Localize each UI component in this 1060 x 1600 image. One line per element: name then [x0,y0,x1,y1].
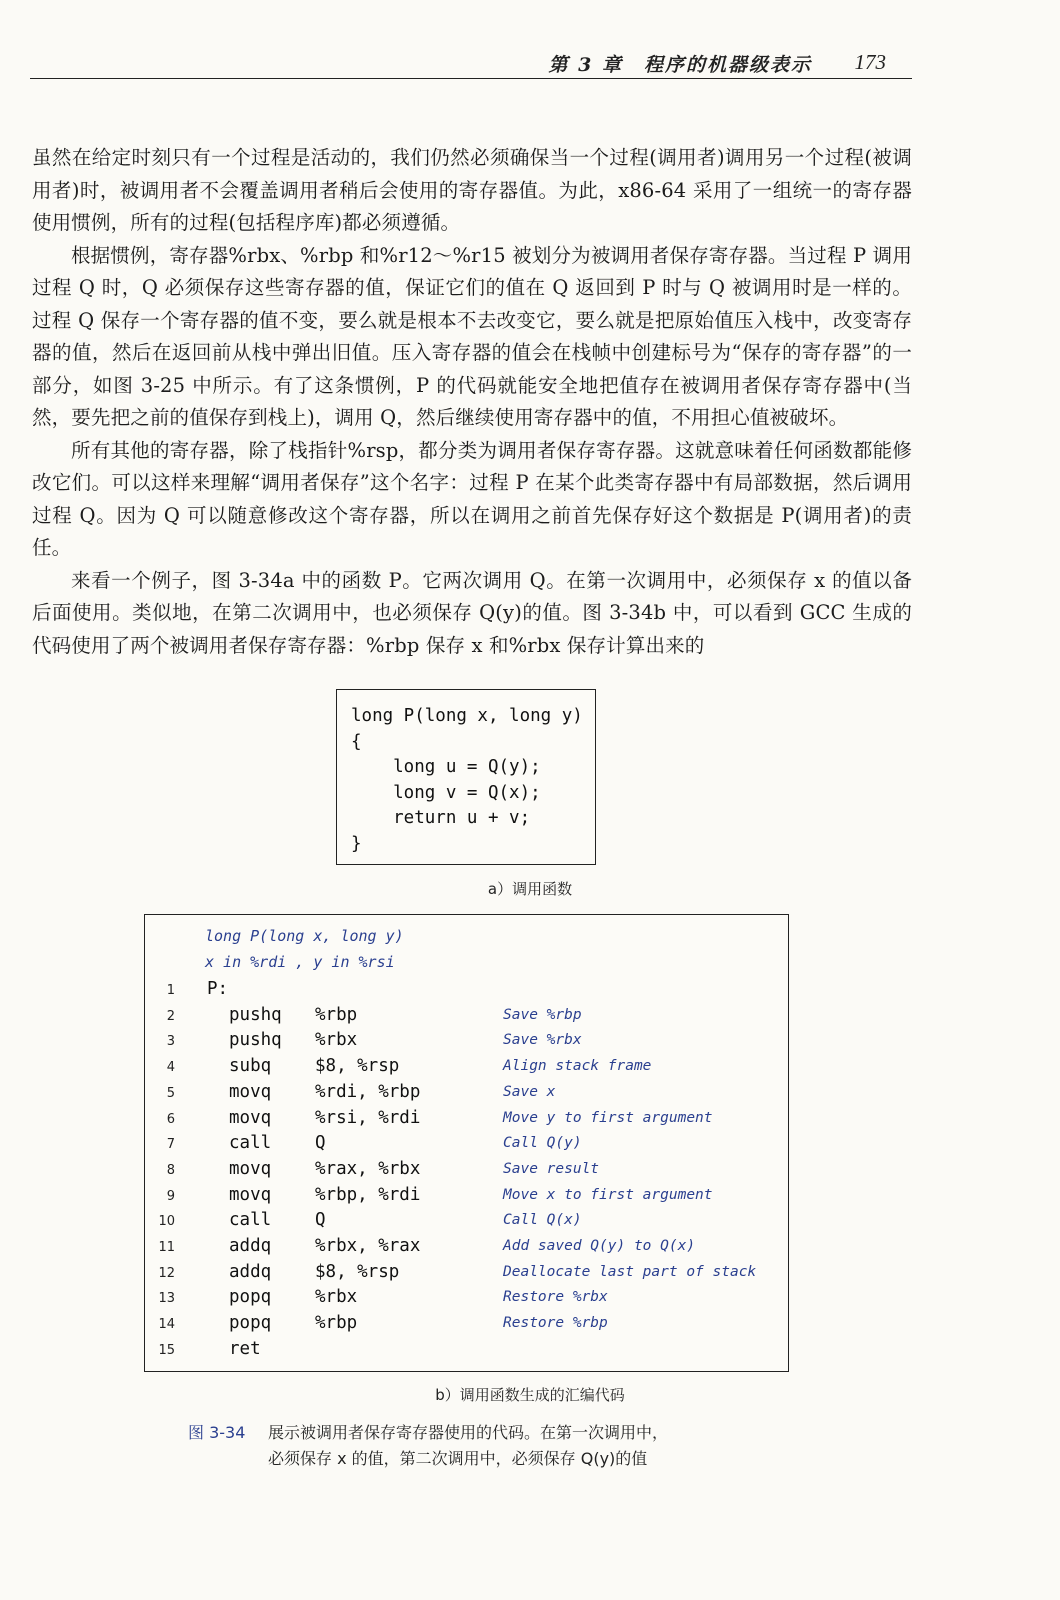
asm-line [145,1108,785,1134]
asm-line [145,1133,785,1159]
line-number: 2 [166,1008,175,1024]
asm-opcode: addq [229,1236,272,1256]
asm-opcode: popq [229,1313,272,1334]
code-line: long u = Q(y); [351,757,541,777]
asm-comment: Move x to first argument [503,1186,713,1203]
code-box-assembly [144,914,789,1372]
paragraph-1: 虽然在给定时刻只有一个过程是活动的，我们仍然必须确保当一个过程(调用者)调用另一个过程(被调用者)时，被调用者不会覆盖调用者稍后会使用的寄存器值。为此，x86-64 采用了一组统一的寄存器使用惯例，所有的过程(包括程序库)都必须遵循。 [32,146,912,234]
line-number: 13 [158,1291,175,1307]
asm-line [145,1287,785,1313]
asm-opcode: pushq [229,1004,282,1025]
asm-comment: Move y to first argument [503,1109,713,1126]
code-line: long v = Q(x); [351,782,541,803]
caption-b: b）调用函数生成的汇编代码 [435,1386,625,1404]
asm-line [145,1210,785,1236]
asm-operands: %rbx [315,1287,358,1308]
chapter-title: 第 3 章 程序的机器级表示 [548,54,812,76]
paragraph-4: 来看一个例子，图 3-34a 中的函数 P。它两次调用 Q。在第一次调用中，必须保存 x 的值以备后面使用。类似地，在第二次调用中，也必须保存 Q(y)的值。图 3-34b 中，可以看到 GCC 生成的代码使用了两个被调用者保存寄存器：%rbp 保存 x 和%rbx 保存计算出来的 [32,568,912,657]
line-number: 7 [166,1137,175,1153]
code-line: long P(long x, long y) [351,706,583,726]
asm-opcode: movq [229,1081,272,1102]
line-number: 8 [166,1162,175,1178]
paragraph-2: 根据惯例，寄存器%rbx、%rbp 和%r12～%r15 被划分为被调用者保存寄存器。当过程 P 调用过程 Q 时，Q 必须保存这些寄存器的值，保证它们的值在 Q 返回到 P 时与 Q 被调用时是一样的。过程 Q 保存一个寄存器的值不变，要么就是根本不去改变它，要么就是把原始值压入栈中，改变寄存器的值，然后在返回前从栈中弹出旧值。压入寄存器的值会在栈帧中创建标号为“保存的寄存器”的一部分，如图 3-25 中所示。有了这条惯例，P 的代码就能安全地把值存在被调用者保存寄存器中(当然，要先把之前的值保存到栈上)，调用 Q，然后继续使用寄存器中的值，不用担心值被破坏。 [32,243,912,429]
asm-line [145,1339,785,1365]
asm-comment: Save %rbx [503,1032,582,1049]
asm-line [145,1159,785,1185]
code-line: } [351,833,362,854]
asm-line [145,979,785,1005]
asm-operands: %rax, %rbx [315,1158,421,1179]
asm-comment: Call Q(y) [503,1135,582,1152]
asm-comment: Save x [503,1083,556,1100]
asm-comment: Restore %rbx [503,1289,608,1306]
asm-opcode: subq [229,1056,272,1077]
asm-operands: Q [315,1133,326,1154]
figure-label: 图 3-34 [188,1423,246,1442]
register-mapping-line: x in %rdi , y in %rsi [205,953,395,971]
asm-operands: %rbp, %rdi [315,1184,421,1205]
line-number: 5 [166,1085,175,1101]
line-number: 4 [166,1060,175,1076]
line-number: 11 [158,1240,175,1255]
asm-opcode: addq [229,1261,272,1282]
paragraph-3: 所有其他的寄存器，除了栈指针%rsp，都分类为调用者保存寄存器。这就意味着任何函数都能修改它们。可以这样来理解“调用者保存”这个名字：过程 P 在某个此类寄存器中有局部数据，然后调用过程 Q。因为 Q 可以随意修改这个寄存器，所以在调用之前首先保存好这个数据是 P(调用者)的责任。 [32,438,912,559]
body-text [32,142,912,662]
asm-line [145,1030,785,1056]
figure-caption [268,1420,788,1472]
running-header [30,48,912,79]
asm-comment: Restore %rbp [503,1315,608,1332]
asm-opcode: call [229,1133,272,1154]
figure-caption-line: 展示被调用者保存寄存器使用的代码。在第一次调用中， [268,1423,669,1442]
asm-operands: %rdi, %rbp [315,1081,421,1102]
asm-line [145,1005,785,1031]
asm-line [145,1262,785,1288]
asm-opcode: movq [229,1184,272,1205]
asm-opcode: ret [229,1338,261,1359]
asm-operands: %rbp [315,1313,358,1334]
asm-operands: $8, %rsp [315,1261,400,1282]
asm-operands: %rbx [315,1030,358,1051]
asm-opcode: pushq [229,1030,282,1051]
line-number: 15 [158,1342,175,1358]
c-code [337,690,595,857]
asm-line [145,1056,785,1082]
asm-operands: %rbx, %rax [315,1236,421,1256]
asm-line [145,1236,785,1262]
asm-opcode: popq [229,1287,272,1308]
asm-operands: %rbp [315,1004,358,1025]
code-box-c-function [336,689,596,865]
asm-opcode: movq [229,1158,272,1179]
line-number: 10 [158,1214,175,1230]
prototype-line: long P(long x, long y) [205,927,404,945]
asm-line [145,1185,785,1211]
page-number: 173 [854,50,886,74]
figure-caption-line: 必须保存 x 的值，第二次调用中，必须保存 Q(y)的值 [268,1449,648,1468]
line-number: 1 [166,983,175,998]
line-number: 12 [158,1265,175,1281]
asm-comment: Deallocate last part of stack [503,1263,757,1280]
asm-operands: %rsi, %rdi [315,1107,421,1128]
line-number: 9 [166,1188,175,1204]
asm-comment: Align stack frame [503,1058,652,1075]
code-line: return u + v; [351,808,531,828]
asm-opcode: call [229,1210,272,1231]
asm-line [145,1082,785,1108]
asm-operands: Q [315,1210,326,1231]
caption-a: a）调用函数 [487,880,573,898]
asm-opcode: movq [229,1107,272,1128]
asm-comment: Add saved Q(y) to Q(x) [503,1238,696,1254]
line-number: 3 [166,1034,175,1050]
line-number: 6 [166,1111,175,1127]
asm-comment: Save result [503,1160,600,1177]
asm-operands: $8, %rsp [315,1056,400,1077]
asm-comment: Call Q(x) [503,1212,582,1229]
line-number: 14 [158,1317,175,1333]
asm-line [145,1313,785,1339]
code-line: { [351,731,362,752]
asm-label: P: [207,979,229,999]
asm-comment: Save %rbp [503,1006,582,1023]
